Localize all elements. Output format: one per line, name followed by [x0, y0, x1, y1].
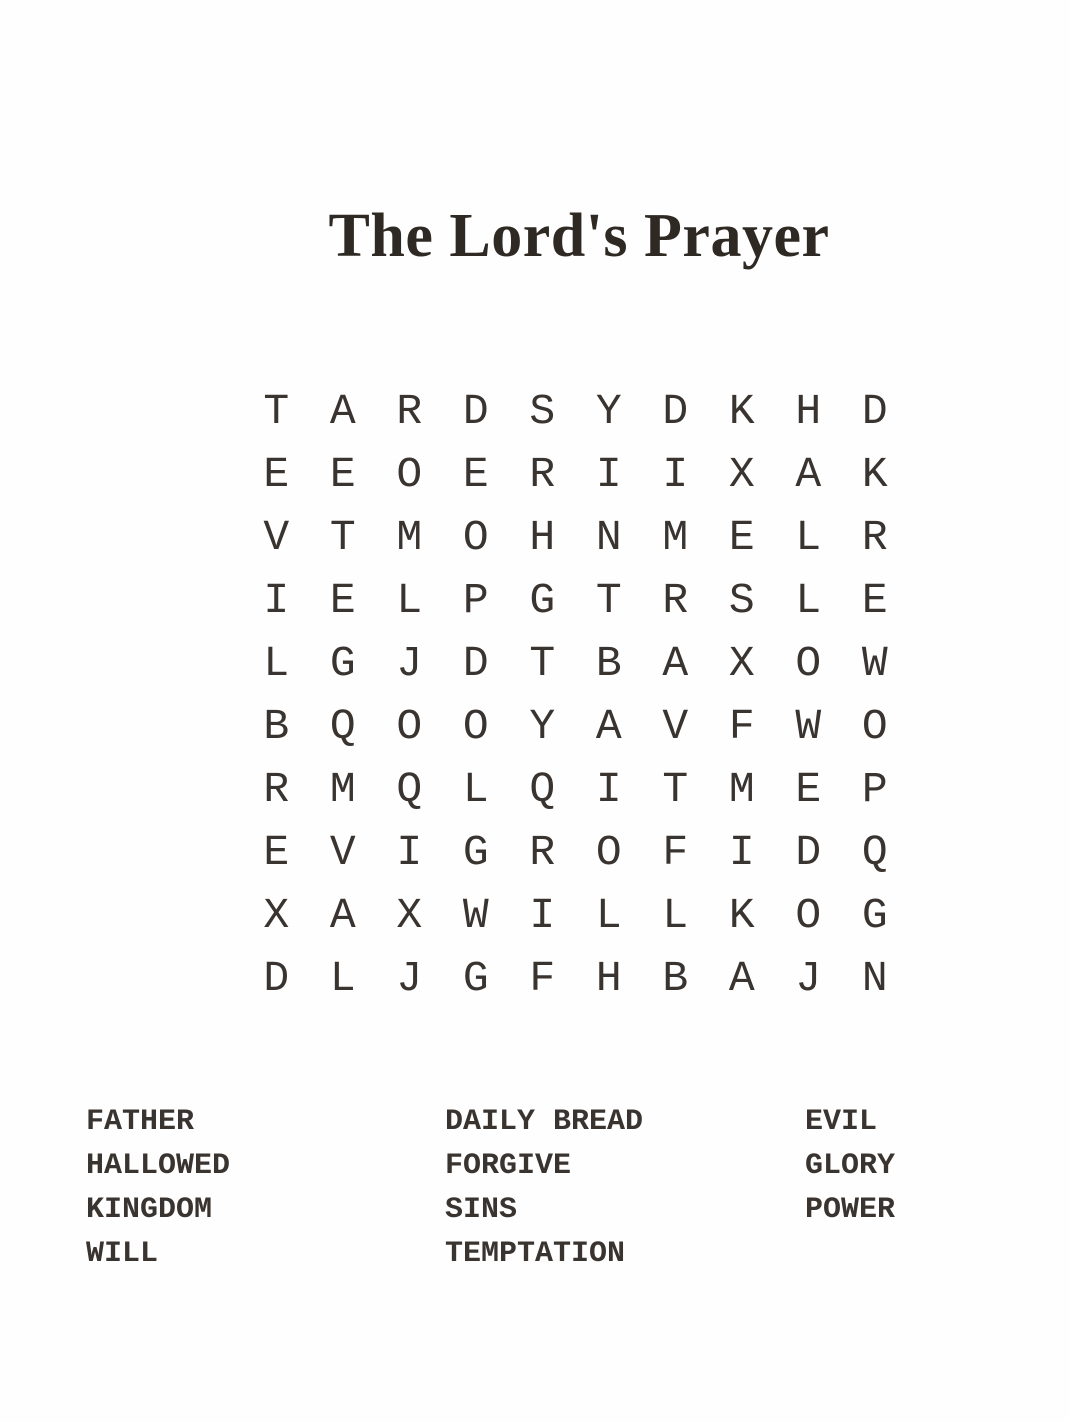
grid-letter: X	[728, 450, 755, 499]
grid-letter: S	[728, 576, 755, 625]
grid-letter: D	[795, 828, 822, 877]
grid-letter: G	[462, 828, 489, 877]
grid-letter: I	[728, 828, 755, 877]
grid-letter: E	[795, 765, 822, 814]
grid-letter: K	[728, 891, 755, 940]
grid-letter: G	[529, 576, 556, 625]
grid-letter: H	[595, 954, 622, 1003]
grid-letter: A	[728, 954, 755, 1003]
grid-letter: V	[329, 828, 356, 877]
grid-letter: B	[595, 639, 622, 688]
grid-letter: T	[529, 639, 556, 688]
grid-letter: N	[861, 954, 888, 1003]
grid-letter: F	[529, 954, 556, 1003]
grid-letter: D	[462, 639, 489, 688]
grid-letter: M	[396, 513, 423, 562]
grid-letter: A	[329, 387, 356, 436]
grid-letter: H	[529, 513, 556, 562]
word-search-grid	[243, 380, 909, 1010]
grid-letter: W	[795, 702, 822, 751]
grid-letter: A	[795, 450, 822, 499]
word-list-item: EVIL	[805, 1105, 878, 1139]
grid-letter: Y	[595, 387, 622, 436]
grid-letter: O	[795, 891, 822, 940]
word-list-item: GLORY	[805, 1149, 896, 1183]
grid-letter: D	[861, 387, 888, 436]
grid-letter: X	[396, 891, 423, 940]
grid-letter: O	[396, 702, 423, 751]
grid-letter: J	[396, 639, 423, 688]
grid-letter: I	[662, 450, 689, 499]
grid-row	[243, 884, 909, 947]
grid-letter: A	[329, 891, 356, 940]
grid-letter: A	[662, 639, 689, 688]
grid-row	[243, 443, 909, 506]
word-list-item: KINGDOM	[86, 1193, 213, 1227]
grid-letter: E	[263, 450, 290, 499]
grid-letter: O	[595, 828, 622, 877]
grid-letter: E	[861, 576, 888, 625]
grid-letter: E	[462, 450, 489, 499]
grid-letter: T	[662, 765, 689, 814]
grid-letter: Q	[529, 765, 556, 814]
grid-letter: A	[595, 702, 622, 751]
word-list-item: FATHER	[86, 1105, 195, 1139]
grid-letter: V	[263, 513, 290, 562]
grid-letter: H	[795, 387, 822, 436]
word-list-column-2	[445, 1100, 643, 1276]
grid-letter: Q	[329, 702, 356, 751]
word-list-item: FORGIVE	[445, 1149, 572, 1183]
grid-letter: K	[728, 387, 755, 436]
grid-letter: I	[263, 576, 290, 625]
word-list-column-3	[805, 1100, 895, 1232]
grid-row	[243, 380, 909, 443]
grid-letter: E	[263, 828, 290, 877]
grid-letter: R	[263, 765, 290, 814]
grid-letter: D	[462, 387, 489, 436]
grid-letter: L	[795, 513, 822, 562]
word-list-item: HALLOWED	[86, 1149, 231, 1183]
grid-letter: N	[595, 513, 622, 562]
grid-letter: Q	[861, 828, 888, 877]
grid-letter: R	[529, 828, 556, 877]
grid-letter: R	[861, 513, 888, 562]
grid-letter: X	[728, 639, 755, 688]
grid-letter: L	[795, 576, 822, 625]
grid-letter: L	[662, 891, 689, 940]
grid-letter: Q	[396, 765, 423, 814]
grid-letter: X	[263, 891, 290, 940]
grid-row	[243, 947, 909, 1010]
grid-letter: W	[462, 891, 489, 940]
grid-letter: R	[662, 576, 689, 625]
word-list-item: TEMPTATION	[445, 1237, 626, 1271]
grid-letter: E	[329, 450, 356, 499]
grid-letter: D	[662, 387, 689, 436]
word-list-item: WILL	[86, 1237, 159, 1271]
grid-letter: L	[595, 891, 622, 940]
grid-letter: I	[595, 765, 622, 814]
grid-letter: T	[263, 387, 290, 436]
grid-letter: T	[595, 576, 622, 625]
grid-letter: O	[396, 450, 423, 499]
word-list-column-1	[86, 1100, 230, 1276]
grid-letter: K	[861, 450, 888, 499]
grid-letter: G	[329, 639, 356, 688]
grid-letter: B	[662, 954, 689, 1003]
grid-letter: Y	[529, 702, 556, 751]
page-title: The Lord's Prayer	[328, 202, 830, 270]
grid-row	[243, 695, 909, 758]
grid-letter: L	[462, 765, 489, 814]
grid-letter: I	[396, 828, 423, 877]
grid-letter: E	[329, 576, 356, 625]
grid-letter: M	[728, 765, 755, 814]
grid-letter: O	[861, 702, 888, 751]
grid-letter: M	[329, 765, 356, 814]
grid-row	[243, 506, 909, 569]
grid-row	[243, 758, 909, 821]
grid-letter: P	[462, 576, 489, 625]
grid-letter: G	[462, 954, 489, 1003]
grid-letter: R	[396, 387, 423, 436]
grid-letter: E	[728, 513, 755, 562]
grid-letter: T	[329, 513, 356, 562]
grid-letter: O	[462, 702, 489, 751]
grid-letter: J	[396, 954, 423, 1003]
grid-letter: I	[529, 891, 556, 940]
grid-letter: R	[529, 450, 556, 499]
grid-letter: L	[329, 954, 356, 1003]
word-list-item: SINS	[445, 1193, 518, 1227]
grid-letter: J	[795, 954, 822, 1003]
grid-letter: F	[728, 702, 755, 751]
grid-letter: S	[529, 387, 556, 436]
grid-letter: G	[861, 891, 888, 940]
word-list-item: DAILY BREAD	[445, 1105, 644, 1139]
grid-letter: D	[263, 954, 290, 1003]
grid-letter: P	[861, 765, 888, 814]
grid-row	[243, 821, 909, 884]
grid-letter: O	[462, 513, 489, 562]
grid-letter: M	[662, 513, 689, 562]
grid-letter: B	[263, 702, 290, 751]
grid-letter: F	[662, 828, 689, 877]
grid-row	[243, 632, 909, 695]
grid-letter: V	[662, 702, 689, 751]
grid-letter: I	[595, 450, 622, 499]
grid-row	[243, 569, 909, 632]
grid-letter: L	[263, 639, 290, 688]
grid-letter: O	[795, 639, 822, 688]
grid-letter: W	[861, 639, 888, 688]
grid-letter: L	[396, 576, 423, 625]
word-list-item: POWER	[805, 1193, 896, 1227]
